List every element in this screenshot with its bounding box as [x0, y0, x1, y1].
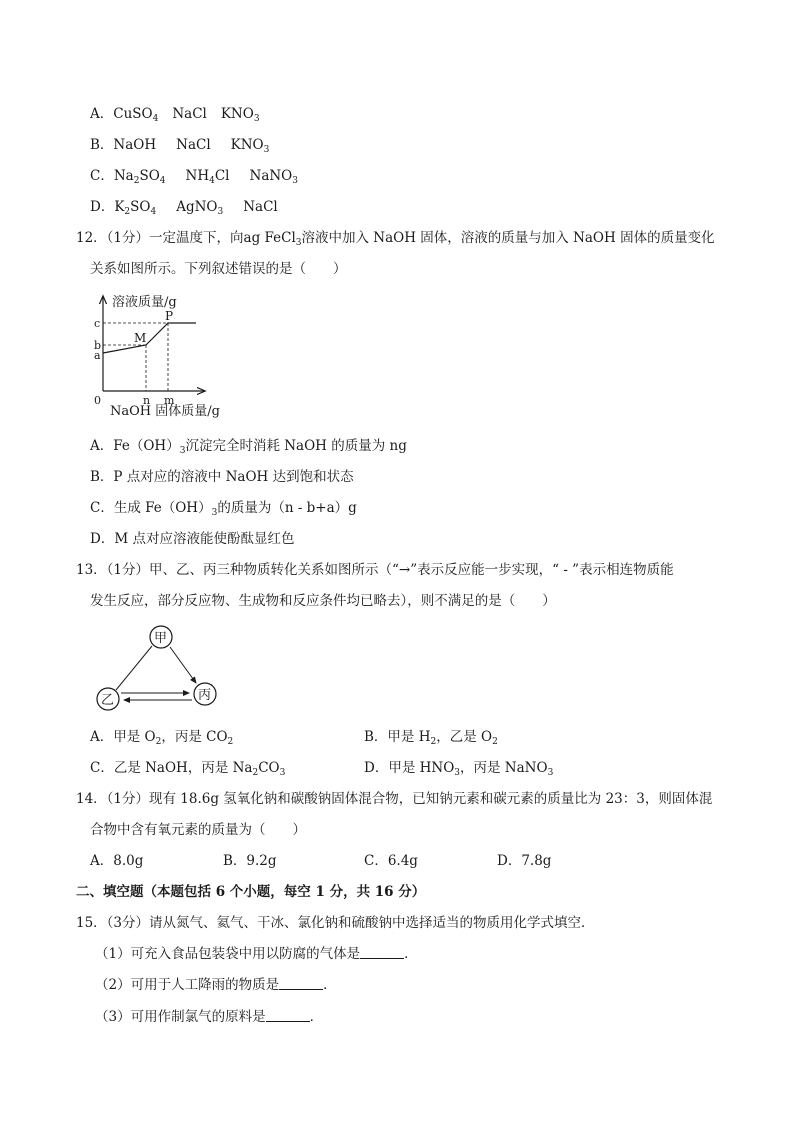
q15-part-3: （3）可用作制氯气的原料是 ． — [95, 1009, 324, 1025]
q11-option-a: A．CuSO$_4$ NaCl $KNO_3$ — [90, 106, 260, 124]
answer-blank-1[interactable] — [360, 946, 404, 959]
y-axis-label: 溶液质量/g — [112, 295, 177, 310]
q15-part-2: （2）可用于人工降雨的物质是 ． — [95, 977, 337, 993]
y-tick-c: c — [94, 317, 101, 330]
x-tick-n: n — [143, 394, 151, 407]
link-jia-yi — [116, 646, 152, 690]
q14-option-b: B．9.2g — [223, 853, 277, 869]
q13-option-b: B．甲是 $H_2$，乙是 $O_2$ — [364, 729, 498, 747]
q13-option-a: A．甲是 $O_2$，丙是 $CO_2$ — [90, 729, 234, 747]
point-p-label: P — [165, 309, 174, 323]
q11-option-b: B．NaOH NaCl $KNO_3$ — [90, 137, 270, 155]
origin-label: 0 — [94, 394, 101, 407]
q12-option-b: B．P 点对应的溶液中 NaOH 达到饱和状态 — [90, 469, 354, 485]
q12-option-d: D．M 点对应溶液能使酚酞显红色 — [90, 531, 295, 547]
section-heading: 二、填空题（本题包括 6 个小题，每空 1 分，共 16 分） — [76, 884, 426, 900]
q12-stem-line1: 12．（1分）一定温度下，向ag FeCl$_3$溶液中加入 NaOH 固体，溶液的质量与加入 NaOH 固体的质量变化 — [76, 230, 715, 248]
q14-option-a: A．8.0g — [90, 853, 144, 869]
q14-option-c: C．6.4g — [364, 853, 418, 869]
mass-curve — [103, 323, 196, 353]
x-tick-m: m — [164, 394, 175, 407]
q12-stem-line2: 关系如图所示。下列叙述错误的是（ ） — [90, 261, 347, 277]
q13-option-c: C．乙是 NaOH，丙是 $Na_2CO_3$ — [90, 760, 286, 778]
q14-stem-line1: 14．（1分）现有 18.6g 氢氧化钠和碳酸钠固体混合物，已知钠元素和碳元素的质量比为 23：3，则固体混 — [76, 791, 713, 807]
q12-option-c: C．生成 $Fe(OH)_3$的质量为（n - b+a）g — [90, 500, 357, 518]
q13-stem-line1: 13．（1分）甲、乙、丙三种物质转化关系如图所示（“→”表示反应能一步实现，“ - ”表示相连物质能 — [76, 562, 674, 578]
q12-graph — [88, 290, 228, 420]
q13-stem-line2: 发生反应，部分反应物、生成物和反应条件均已略去），则不满足的是（ ） — [90, 593, 556, 609]
q15-part-1: （1）可充入食品包装袋中用以防腐的气体是 ． — [95, 946, 418, 962]
q11-option-c: C．$Na_2SO_4$ $NH_4Cl$ NaNO$_3$ — [90, 168, 298, 186]
q11-option-d: D．$K_2SO_4$ AgNO$_3$ NaCl — [90, 199, 278, 217]
node-jia-label: 甲 — [154, 631, 168, 646]
q13-diagram — [88, 620, 228, 716]
y-tick-a: a — [94, 349, 101, 362]
answer-blank-2[interactable] — [279, 977, 323, 990]
q12-option-a: A．$Fe(OH)_3$沉淀完全时消耗 NaOH 的质量为 ng — [90, 438, 407, 456]
q15-stem: 15．（3分）请从氮气、氦气、干冰、氯化钠和硫酸钠中选择适当的物质用化学式填空． — [76, 915, 595, 931]
node-bing-label: 丙 — [198, 688, 212, 703]
y-tick-b: b — [94, 339, 102, 352]
q14-stem-line2: 合物中含有氧元素的质量为（ ） — [90, 822, 306, 838]
node-yi-label: 乙 — [101, 693, 115, 708]
arrow-jia-bing — [170, 647, 196, 683]
answer-blank-3[interactable] — [266, 1009, 310, 1022]
x-axis-label: NaOH 固体质量/g — [110, 404, 220, 419]
point-m-label: M — [134, 331, 147, 345]
q14-option-d: D．7.8g — [497, 853, 552, 869]
q13-option-d: D．甲是 $HNO_3$，丙是 NaNO$_3$ — [364, 760, 554, 778]
